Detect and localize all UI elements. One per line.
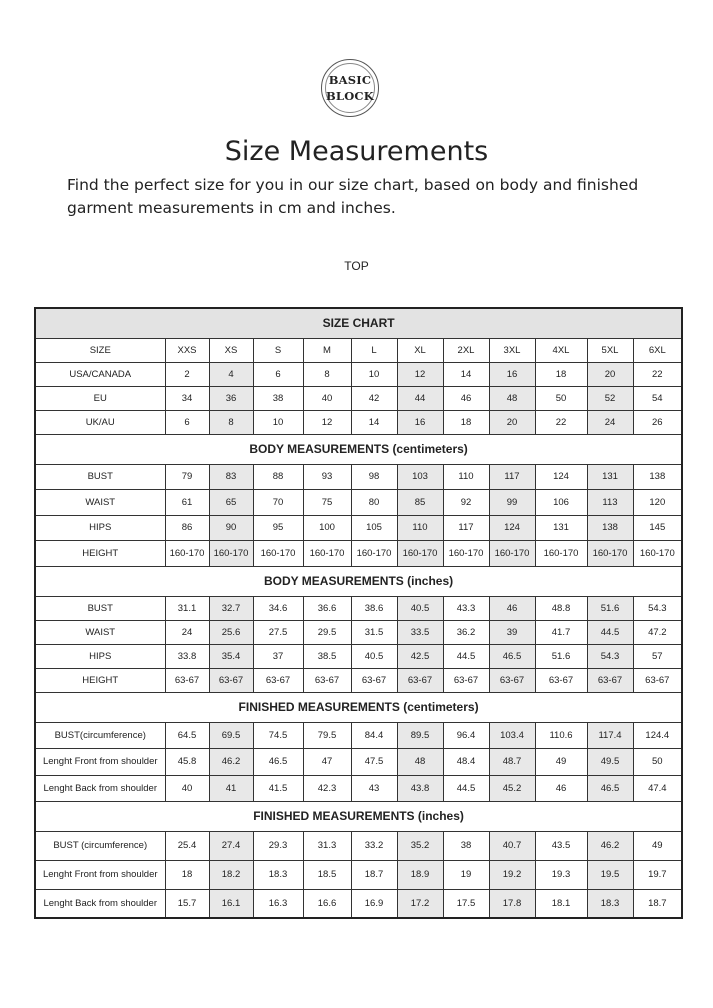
table-cell: 99: [489, 489, 535, 515]
table-cell: 45.8: [165, 748, 209, 775]
brand-logo: [321, 59, 379, 117]
size-header-label: SIZE: [35, 338, 165, 362]
size-conversion-row-label: USA/CANADA: [35, 362, 165, 386]
table-cell: 48: [489, 386, 535, 410]
table-cell: 117: [443, 515, 489, 540]
table-cell: 47.2: [633, 620, 682, 644]
table-cell: 46: [443, 386, 489, 410]
table-cell: 46.2: [209, 748, 253, 775]
table-cell: 110.6: [535, 722, 587, 748]
finished-cm-row-label: BUST(circumference): [35, 722, 165, 748]
table-cell: 47.5: [351, 748, 397, 775]
finished-in-row: [35, 889, 682, 918]
table-cell: 63-67: [253, 668, 303, 692]
table-cell: 51.6: [535, 644, 587, 668]
table-cell: 75: [303, 489, 351, 515]
finished-cm-row: [35, 748, 682, 775]
chart-title-row-text: SIZE CHART: [322, 316, 395, 331]
table-cell: 160-170: [587, 540, 633, 566]
table-cell: 52: [587, 386, 633, 410]
table-cell: 18.7: [633, 889, 682, 918]
table-cell: 19.3: [535, 860, 587, 889]
table-cell: 38.6: [351, 596, 397, 620]
table-cell: 86: [165, 515, 209, 540]
table-cell: 16.3: [253, 889, 303, 918]
table-cell: 117.4: [587, 722, 633, 748]
table-cell: 124.4: [633, 722, 682, 748]
section-label: TOP: [344, 259, 369, 273]
body-in-row: [35, 668, 682, 692]
table-cell: 38: [443, 831, 489, 860]
table-cell: 22: [633, 362, 682, 386]
table-cell: 40: [303, 386, 351, 410]
table-cell: 36.6: [303, 596, 351, 620]
table-cell: 18.3: [253, 860, 303, 889]
table-cell: 25.6: [209, 620, 253, 644]
table-cell: 49: [535, 748, 587, 775]
table-cell: 95: [253, 515, 303, 540]
size-header-cell: XS: [209, 338, 253, 362]
table-cell: 69.5: [209, 722, 253, 748]
table-cell: 44.5: [443, 775, 489, 801]
body-in-section-row: [35, 566, 682, 596]
size-header-cell: 4XL: [535, 338, 587, 362]
table-cell: 70: [253, 489, 303, 515]
table-cell: 19.7: [633, 860, 682, 889]
table-cell: 19.5: [587, 860, 633, 889]
table-cell: 18.3: [587, 889, 633, 918]
table-cell: 15.7: [165, 889, 209, 918]
table-cell: 63-67: [443, 668, 489, 692]
table-cell: 80: [351, 489, 397, 515]
body-cm-section-row-cell: [35, 434, 682, 464]
table-cell: 160-170: [351, 540, 397, 566]
table-cell: 2: [165, 362, 209, 386]
table-cell: 44: [397, 386, 443, 410]
size-conversion-row: [35, 410, 682, 434]
table-cell: 46.5: [587, 775, 633, 801]
logo-text-line1: BASIC: [328, 73, 372, 87]
table-cell: 160-170: [303, 540, 351, 566]
logo-text-line2: BLOCK: [326, 89, 374, 103]
finished-cm-row: [35, 775, 682, 801]
table-cell: 103: [397, 464, 443, 489]
table-cell: 131: [587, 464, 633, 489]
table-cell: 17.8: [489, 889, 535, 918]
body-in-section-row-text: BODY MEASUREMENTS (inches): [263, 574, 454, 588]
table-cell: 57: [633, 644, 682, 668]
table-cell: 19: [443, 860, 489, 889]
table-cell: 46.5: [489, 644, 535, 668]
body-in-row-label: HIPS: [35, 644, 165, 668]
table-cell: 160-170: [633, 540, 682, 566]
body-cm-section-row-text: BODY MEASUREMENTS (centimeters): [249, 442, 468, 456]
table-cell: 47.4: [633, 775, 682, 801]
page-title: Size Measurements: [224, 136, 489, 167]
body-in-row: [35, 644, 682, 668]
body-cm-row: [35, 464, 682, 489]
table-cell: 48.8: [535, 596, 587, 620]
table-cell: 18.2: [209, 860, 253, 889]
table-cell: 46: [489, 596, 535, 620]
body-cm-row: [35, 489, 682, 515]
body-cm-row-label: HEIGHT: [35, 540, 165, 566]
table-cell: 41.7: [535, 620, 587, 644]
table-cell: 64.5: [165, 722, 209, 748]
table-cell: 16.1: [209, 889, 253, 918]
table-cell: 48.4: [443, 748, 489, 775]
table-cell: 63-67: [303, 668, 351, 692]
table-cell: 40.5: [351, 644, 397, 668]
table-cell: 160-170: [253, 540, 303, 566]
size-conversion-row-label: EU: [35, 386, 165, 410]
table-cell: 40.5: [397, 596, 443, 620]
table-cell: 18: [165, 860, 209, 889]
table-cell: 4: [209, 362, 253, 386]
table-cell: 34: [165, 386, 209, 410]
table-cell: 26: [633, 410, 682, 434]
finished-cm-row-label: Lenght Back from shoulder: [35, 775, 165, 801]
table-cell: 110: [443, 464, 489, 489]
table-cell: 106: [535, 489, 587, 515]
table-cell: 160-170: [209, 540, 253, 566]
table-cell: 48.7: [489, 748, 535, 775]
table-cell: 88: [253, 464, 303, 489]
table-cell: 65: [209, 489, 253, 515]
table-cell: 43.8: [397, 775, 443, 801]
table-cell: 12: [303, 410, 351, 434]
table-cell: 89.5: [397, 722, 443, 748]
size-header-cell: 3XL: [489, 338, 535, 362]
table-cell: 45.2: [489, 775, 535, 801]
table-cell: 14: [443, 362, 489, 386]
table-cell: 17.5: [443, 889, 489, 918]
table-cell: 50: [633, 748, 682, 775]
size-header-row: [35, 338, 682, 362]
size-conversion-row-label: UK/AU: [35, 410, 165, 434]
table-cell: 35.4: [209, 644, 253, 668]
table-cell: 110: [397, 515, 443, 540]
table-cell: 27.5: [253, 620, 303, 644]
table-cell: 160-170: [489, 540, 535, 566]
size-header-cell: 2XL: [443, 338, 489, 362]
table-cell: 19.2: [489, 860, 535, 889]
size-header-cell: L: [351, 338, 397, 362]
table-cell: 44.5: [587, 620, 633, 644]
size-header-cell: XXS: [165, 338, 209, 362]
table-cell: 31.3: [303, 831, 351, 860]
body-in-row-label: HEIGHT: [35, 668, 165, 692]
table-cell: 24: [165, 620, 209, 644]
table-cell: 145: [633, 515, 682, 540]
table-cell: 33.5: [397, 620, 443, 644]
table-cell: 160-170: [397, 540, 443, 566]
chart-title-row: [35, 308, 682, 338]
finished-in-row: [35, 831, 682, 860]
table-cell: 46.2: [587, 831, 633, 860]
table-cell: 35.2: [397, 831, 443, 860]
table-cell: 63-67: [535, 668, 587, 692]
table-cell: 14: [351, 410, 397, 434]
table-cell: 18.1: [535, 889, 587, 918]
table-cell: 47: [303, 748, 351, 775]
table-cell: 36.2: [443, 620, 489, 644]
table-cell: 63-67: [397, 668, 443, 692]
table-cell: 8: [209, 410, 253, 434]
table-cell: 41.5: [253, 775, 303, 801]
body-cm-row-label: HIPS: [35, 515, 165, 540]
finished-in-row-label: Lenght Front from shoulder: [35, 860, 165, 889]
finished-cm-row: [35, 722, 682, 748]
body-cm-row-label: BUST: [35, 464, 165, 489]
table-cell: 16.9: [351, 889, 397, 918]
table-cell: 25.4: [165, 831, 209, 860]
table-cell: 22: [535, 410, 587, 434]
size-header-cell: 5XL: [587, 338, 633, 362]
size-header-cell: S: [253, 338, 303, 362]
body-cm-row-label: WAIST: [35, 489, 165, 515]
table-cell: 43.5: [535, 831, 587, 860]
table-cell: 79: [165, 464, 209, 489]
table-cell: 16.6: [303, 889, 351, 918]
table-cell: 54.3: [633, 596, 682, 620]
intro-text: Find the perfect size for you in our size chart, based on body and finished garment measurements in cm and inches.: [67, 176, 639, 217]
table-cell: 18.5: [303, 860, 351, 889]
table-cell: 117: [489, 464, 535, 489]
table-cell: 37: [253, 644, 303, 668]
finished-in-section-row-cell: [35, 801, 682, 831]
table-cell: 24: [587, 410, 633, 434]
table-cell: 27.4: [209, 831, 253, 860]
table-cell: 63-67: [489, 668, 535, 692]
table-cell: 16: [489, 362, 535, 386]
table-cell: 42: [351, 386, 397, 410]
table-cell: 124: [535, 464, 587, 489]
table-cell: 160-170: [535, 540, 587, 566]
table-cell: 105: [351, 515, 397, 540]
chart-title-row-cell: [35, 308, 682, 338]
table-cell: 43: [351, 775, 397, 801]
table-cell: 54: [633, 386, 682, 410]
table-cell: 84.4: [351, 722, 397, 748]
table-cell: 20: [587, 362, 633, 386]
table-cell: 6: [165, 410, 209, 434]
table-cell: 18.7: [351, 860, 397, 889]
table-cell: 43.3: [443, 596, 489, 620]
table-cell: 44.5: [443, 644, 489, 668]
logo-inner-ring: [325, 63, 375, 113]
body-in-row: [35, 620, 682, 644]
size-conversion-row: [35, 386, 682, 410]
table-cell: 74.5: [253, 722, 303, 748]
table-cell: 40.7: [489, 831, 535, 860]
table-cell: 160-170: [443, 540, 489, 566]
table-cell: 98: [351, 464, 397, 489]
table-cell: 10: [351, 362, 397, 386]
table-cell: 41: [209, 775, 253, 801]
table-cell: 42.3: [303, 775, 351, 801]
size-chart-table: [34, 307, 683, 919]
table-cell: 90: [209, 515, 253, 540]
table-cell: 18: [535, 362, 587, 386]
table-cell: 50: [535, 386, 587, 410]
table-cell: 36: [209, 386, 253, 410]
table-cell: 49.5: [587, 748, 633, 775]
table-cell: 63-67: [351, 668, 397, 692]
table-cell: 61: [165, 489, 209, 515]
body-in-row: [35, 596, 682, 620]
table-cell: 38: [253, 386, 303, 410]
table-cell: 33.8: [165, 644, 209, 668]
size-conversion-row: [35, 362, 682, 386]
table-cell: 49: [633, 831, 682, 860]
table-cell: 124: [489, 515, 535, 540]
table-cell: 29.3: [253, 831, 303, 860]
finished-cm-row-label: Lenght Front from shoulder: [35, 748, 165, 775]
table-cell: 34.6: [253, 596, 303, 620]
table-cell: 79.5: [303, 722, 351, 748]
table-cell: 12: [397, 362, 443, 386]
table-cell: 51.6: [587, 596, 633, 620]
table-cell: 103.4: [489, 722, 535, 748]
table-cell: 39: [489, 620, 535, 644]
body-in-row-label: WAIST: [35, 620, 165, 644]
table-cell: 131: [535, 515, 587, 540]
body-cm-row: [35, 540, 682, 566]
table-cell: 96.4: [443, 722, 489, 748]
finished-in-row: [35, 860, 682, 889]
table-cell: 16: [397, 410, 443, 434]
body-cm-row: [35, 515, 682, 540]
table-cell: 113: [587, 489, 633, 515]
table-cell: 100: [303, 515, 351, 540]
table-cell: 85: [397, 489, 443, 515]
table-cell: 46.5: [253, 748, 303, 775]
table-cell: 17.2: [397, 889, 443, 918]
table-cell: 31.5: [351, 620, 397, 644]
finished-in-row-label: BUST (circumference): [35, 831, 165, 860]
table-cell: 138: [633, 464, 682, 489]
table-cell: 10: [253, 410, 303, 434]
table-cell: 120: [633, 489, 682, 515]
finished-cm-section-row: [35, 692, 682, 722]
finished-cm-section-row-suffix: (centimeters): [399, 700, 479, 714]
table-cell: 46: [535, 775, 587, 801]
body-in-section-row-cell: [35, 566, 682, 596]
table-cell: 92: [443, 489, 489, 515]
table-cell: 38.5: [303, 644, 351, 668]
table-cell: 33.2: [351, 831, 397, 860]
finished-in-section-row: [35, 801, 682, 831]
table-cell: 32.7: [209, 596, 253, 620]
finished-in-row-label: Lenght Back from shoulder: [35, 889, 165, 918]
table-cell: 6: [253, 362, 303, 386]
table-cell: 42.5: [397, 644, 443, 668]
table-cell: 20: [489, 410, 535, 434]
table-cell: 18: [443, 410, 489, 434]
size-header-cell: 6XL: [633, 338, 682, 362]
table-cell: 40: [165, 775, 209, 801]
table-cell: 18.9: [397, 860, 443, 889]
table-cell: 48: [397, 748, 443, 775]
table-cell: 63-67: [209, 668, 253, 692]
table-cell: 31.1: [165, 596, 209, 620]
table-cell: 138: [587, 515, 633, 540]
finished-cm-section-row-cell: [35, 692, 682, 722]
table-cell: 63-67: [165, 668, 209, 692]
finished-cm-section-row-text: FINISHED MEASUREMENTS: [238, 700, 400, 714]
body-in-row-label: BUST: [35, 596, 165, 620]
size-header-cell: XL: [397, 338, 443, 362]
finished-in-section-row-text: FINISHED MEASUREMENTS (inches): [253, 809, 464, 823]
table-cell: 8: [303, 362, 351, 386]
table-cell: 83: [209, 464, 253, 489]
table-cell: 93: [303, 464, 351, 489]
table-cell: 29.5: [303, 620, 351, 644]
table-cell: 54.3: [587, 644, 633, 668]
table-cell: 63-67: [633, 668, 682, 692]
table-cell: 160-170: [165, 540, 209, 566]
table-cell: 63-67: [587, 668, 633, 692]
size-header-cell: M: [303, 338, 351, 362]
body-cm-section-row: [35, 434, 682, 464]
